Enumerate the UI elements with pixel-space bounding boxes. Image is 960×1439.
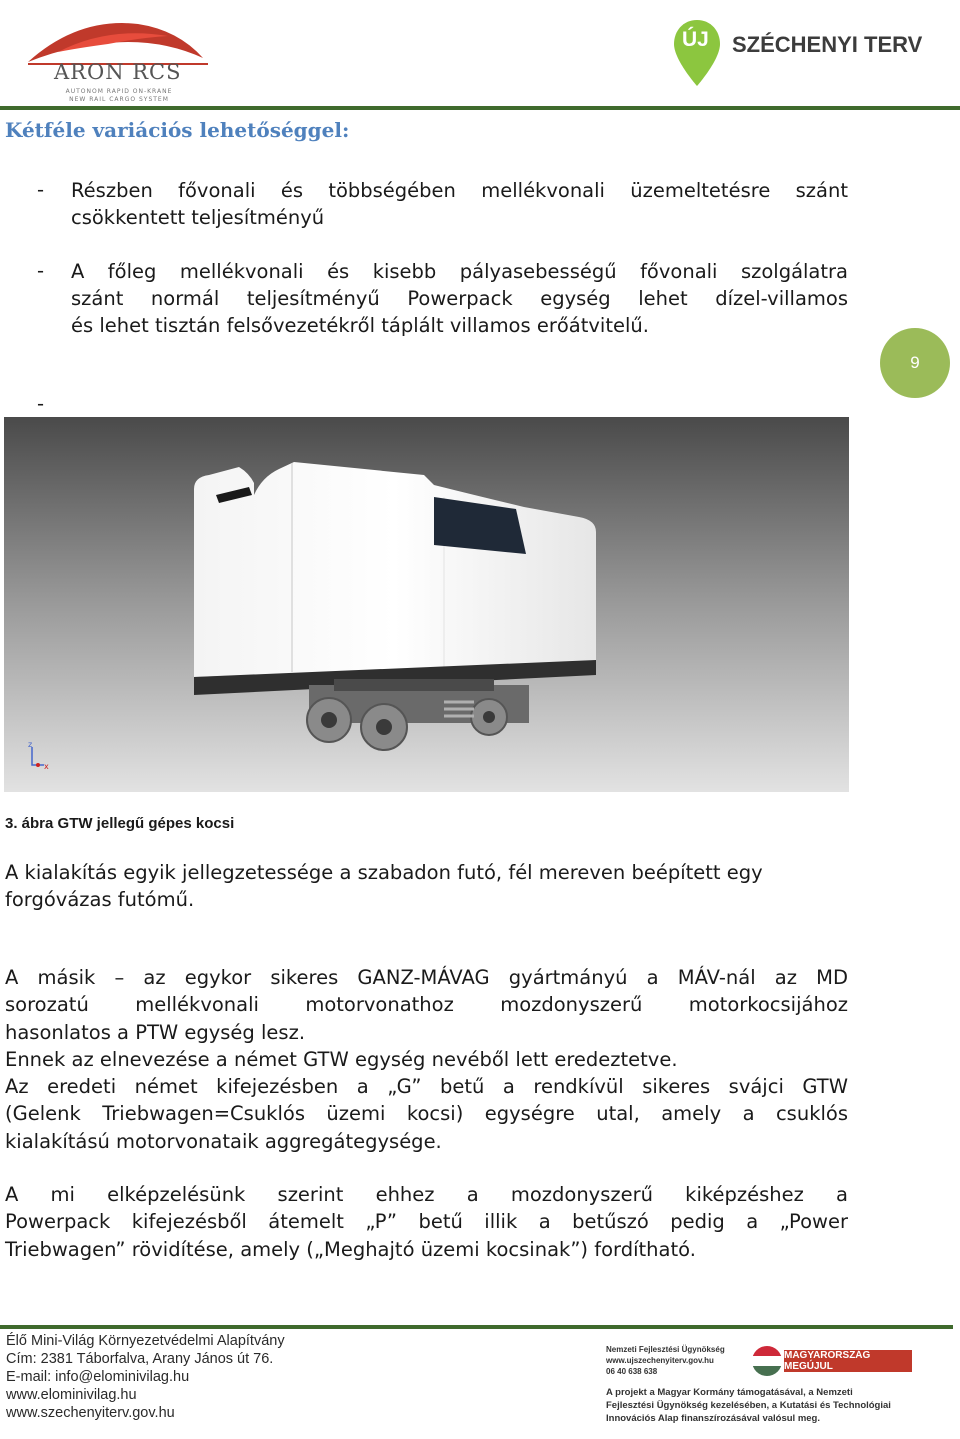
org-name: Élő Mini-Világ Környezetvédelmi Alapítvány <box>6 1333 285 1349</box>
section-heading: Kétféle variációs lehetőséggel: <box>5 118 350 142</box>
bullet-dash: - <box>37 392 45 415</box>
bullet-line: A főleg mellékvonali és kisebb pályasebességű fővonali szolgálatra <box>71 260 848 283</box>
paragraph-2 <box>5 964 848 1155</box>
support-line: A projekt a Magyar Kormány támogatásával, a Nemzeti <box>606 1387 853 1398</box>
hungarian-flag-icon <box>752 1346 782 1376</box>
bullet-line: csökkentett teljesítményű <box>71 206 325 229</box>
paragraph-line: Ennek az elnevezése a német GTW egység nevéből lett eredeztetve. <box>5 1047 678 1071</box>
paragraph-line: forgóvázas futómű. <box>5 888 195 912</box>
bullet-item <box>71 177 848 231</box>
paragraph-line: hasonlatos a PTW egység lesz. <box>5 1020 306 1044</box>
axis-x-label: x <box>44 762 49 771</box>
aron-brand: ARON RCS <box>54 60 182 84</box>
szechenyi-name: SZÉCHENYI TERV <box>732 32 923 57</box>
bullet-line: és lehet tisztán felsővezetékről táplált villamos erőátvitelű. <box>71 314 649 337</box>
paragraph-line: Triebwagen” rövidítése, amely („Meghajtó üzemi kocsinak”) fordítható. <box>5 1237 696 1261</box>
page-number-badge: 9 <box>880 328 950 398</box>
bullet-line: szánt normál teljesítményű Powerpack egység lehet dízel-villamos <box>71 287 848 310</box>
uj-label: ÚJ <box>682 28 709 51</box>
support-statement <box>606 1386 891 1425</box>
szechenyi-terv-logo <box>672 18 932 90</box>
aron-tagline: AUTONOM RAPID ON-KRANE NEW RAIL CARGO SYSTEM <box>65 88 173 103</box>
paragraph-line: A kialakítás egyik jellegzetessége a szabadon futó, fél mereven beépített egy <box>5 861 763 884</box>
agency-phone: 06 40 638 638 <box>606 1367 658 1376</box>
agency-website: www.ujszechenyiterv.gov.hu <box>606 1356 714 1365</box>
axis-z-label: z <box>28 740 33 749</box>
slogan-badge: MAGYARORSZÁG MEGÚJUL <box>784 1350 912 1372</box>
szechenyi-website-link[interactable]: www.szechenyiterv.gov.hu <box>6 1405 175 1421</box>
agency-info <box>606 1344 725 1377</box>
bullet-line: Részben fővonali és többségében mellékvonali üzemeltetésre szánt <box>71 179 848 202</box>
paragraph-line: kialakítású motorvonataik aggregátegysége. <box>5 1129 442 1153</box>
paragraph-line: A mi elképzelésünk szerint ehhez a mozdonyszerű kiképzéshez a <box>5 1183 848 1206</box>
footer-rule <box>0 1325 953 1329</box>
bullet-item <box>71 258 848 339</box>
paragraph-1 <box>5 859 848 914</box>
paragraph-3 <box>5 1181 848 1263</box>
footer-contact <box>6 1332 285 1422</box>
paragraph-line: sorozatú mellékvonali motorvonathoz mozdonyszerű motorkocsijához <box>5 993 848 1017</box>
paragraph-line: Az eredeti német kifejezésben a „G” betű a rendkívül sikeres svájci GTW <box>5 1075 848 1099</box>
figure-caption: 3. ábra GTW jellegű gépes kocsi <box>5 815 235 832</box>
figure-gtw-railcar <box>4 417 849 792</box>
railcar-render <box>4 417 849 792</box>
bullet-dash: - <box>37 178 45 201</box>
org-website-link[interactable]: www.elominivilag.hu <box>6 1387 137 1403</box>
bullet-dash: - <box>37 259 45 282</box>
agency-name: Nemzeti Fejlesztési Ügynökség <box>606 1345 725 1354</box>
support-line: Fejlesztési Ügynökség kezelésében, a Kutatási és Technológiai <box>606 1400 891 1411</box>
org-email: E-mail: info@elominivilag.hu <box>6 1369 190 1385</box>
header-rule <box>0 106 960 110</box>
support-line: Innovációs Alap finanszírozásával valósul meg. <box>606 1413 820 1424</box>
paragraph-line: Powerpack kifejezésből átemelt „P” betű illik a betűszó pedig a „Power <box>5 1210 848 1234</box>
aron-rcs-logo <box>18 12 218 104</box>
org-address: Cím: 2381 Táborfalva, Arany János út 76. <box>6 1351 274 1367</box>
paragraph-line: (Gelenk Triebwagen=Csuklós üzemi kocsi) egységre utal, amely a csuklós <box>5 1102 848 1126</box>
paragraph-line: A másik – az egykor sikeres GANZ-MÁVAG gyártmányú a MÁV-nál az MD <box>5 966 848 989</box>
